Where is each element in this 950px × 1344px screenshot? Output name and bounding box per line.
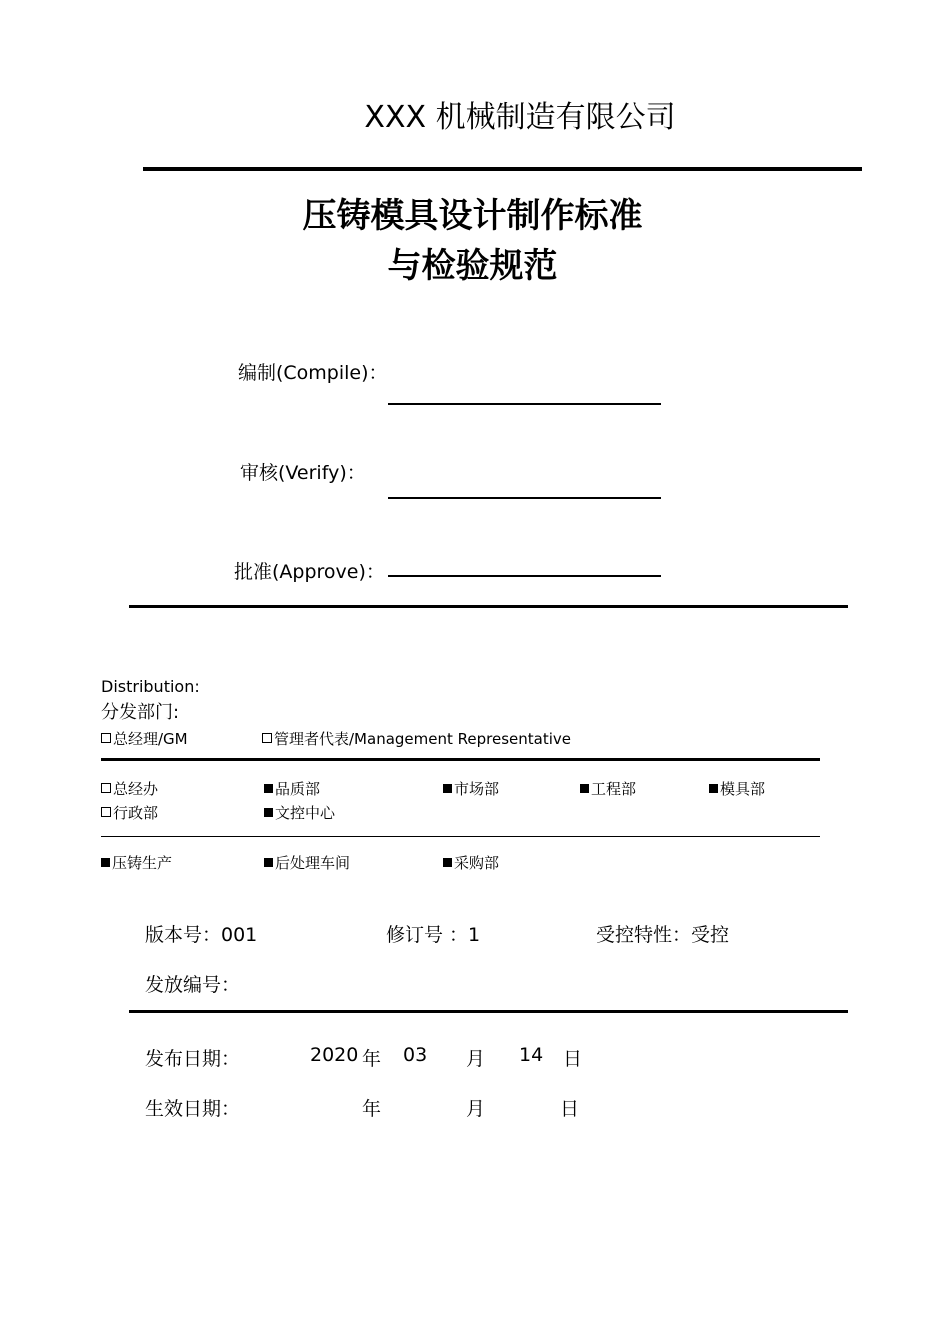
checkbox-unchecked-icon [101, 783, 111, 793]
checkbox-checked-icon [443, 858, 452, 867]
revision-number: 修订号 ：1 [386, 924, 481, 946]
dist-item-mgmt-rep[interactable] [262, 728, 571, 749]
approve-signature-line [388, 575, 661, 577]
dist-item-engineering[interactable] [580, 778, 636, 799]
release-year-unit: 年 [362, 1048, 382, 1070]
dist-item-marketing[interactable] [443, 778, 499, 799]
version-number: 版本号：001 [145, 924, 258, 946]
release-date-label: 发布日期： [145, 1048, 241, 1070]
dist-item-doc-control[interactable] [264, 802, 335, 823]
effective-day-unit: 日 [560, 1098, 580, 1120]
dist-item-label: 压铸生产 [112, 854, 173, 872]
signature-section-rule [129, 605, 848, 608]
dist-item-quality[interactable] [264, 778, 320, 799]
version-section-rule [129, 1010, 848, 1013]
effective-month-unit: 月 [466, 1098, 486, 1120]
checkbox-unchecked-icon [262, 733, 272, 743]
dist-item-gm-office[interactable] [101, 778, 158, 799]
dist-item-label: 后处理车间 [275, 854, 351, 872]
header-rule [143, 167, 862, 171]
release-month: 03 [403, 1044, 428, 1066]
dist-item-mold[interactable] [709, 778, 765, 799]
control-status: 受控特性：受控 [596, 924, 730, 946]
dist-item-gm[interactable] [101, 728, 188, 749]
document-title-line2: 与检验规范 [387, 246, 558, 286]
dist-item-label: 文控中心 [275, 804, 336, 822]
release-month-unit: 月 [466, 1048, 486, 1070]
dist-item-label: 行政部 [113, 804, 159, 822]
dist-item-label: 工程部 [591, 780, 637, 798]
approve-label: 批准(Approve)： [234, 561, 385, 583]
checkbox-checked-icon [264, 858, 273, 867]
dist-item-die-casting[interactable] [101, 852, 172, 873]
dist-item-label: 总经理/GM [113, 730, 188, 748]
dist-item-label: 管理者代表/Management Representative [274, 730, 571, 748]
dist-item-admin[interactable] [101, 802, 158, 823]
release-day: 14 [519, 1044, 544, 1066]
checkbox-checked-icon [264, 784, 273, 793]
dist-item-label: 品质部 [275, 780, 321, 798]
effective-year-unit: 年 [362, 1098, 382, 1120]
checkbox-checked-icon [101, 858, 110, 867]
checkbox-checked-icon [443, 784, 452, 793]
release-day-unit: 日 [563, 1048, 583, 1070]
dist-item-label: 模具部 [720, 780, 766, 798]
dist-item-label: 采购部 [454, 854, 500, 872]
dist-item-label: 总经办 [113, 780, 159, 798]
document-title-line1: 压铸模具设计制作标准 [302, 196, 643, 236]
checkbox-checked-icon [264, 808, 273, 817]
release-year: 2020 [310, 1044, 359, 1066]
checkbox-checked-icon [709, 784, 718, 793]
dist-item-post-processing[interactable] [264, 852, 350, 873]
compile-signature-line [388, 403, 661, 405]
dist-item-purchasing[interactable] [443, 852, 499, 873]
distribution-label-cn: 分发部门: [101, 702, 180, 723]
verify-signature-line [388, 497, 661, 499]
checkbox-checked-icon [580, 784, 589, 793]
checkbox-unchecked-icon [101, 733, 111, 743]
distribution-rule-mid [101, 836, 820, 837]
distribution-rule-top [101, 758, 820, 761]
distribution-label-en: Distribution: [101, 677, 200, 696]
issue-number: 发放编号： [145, 974, 241, 996]
company-name: XXX 机械制造有限公司 [364, 100, 676, 135]
checkbox-unchecked-icon [101, 807, 111, 817]
verify-label: 审核(Verify)： [240, 462, 366, 484]
compile-label: 编制(Compile)： [238, 362, 388, 384]
effective-date-label: 生效日期： [145, 1098, 241, 1120]
dist-item-label: 市场部 [454, 780, 500, 798]
